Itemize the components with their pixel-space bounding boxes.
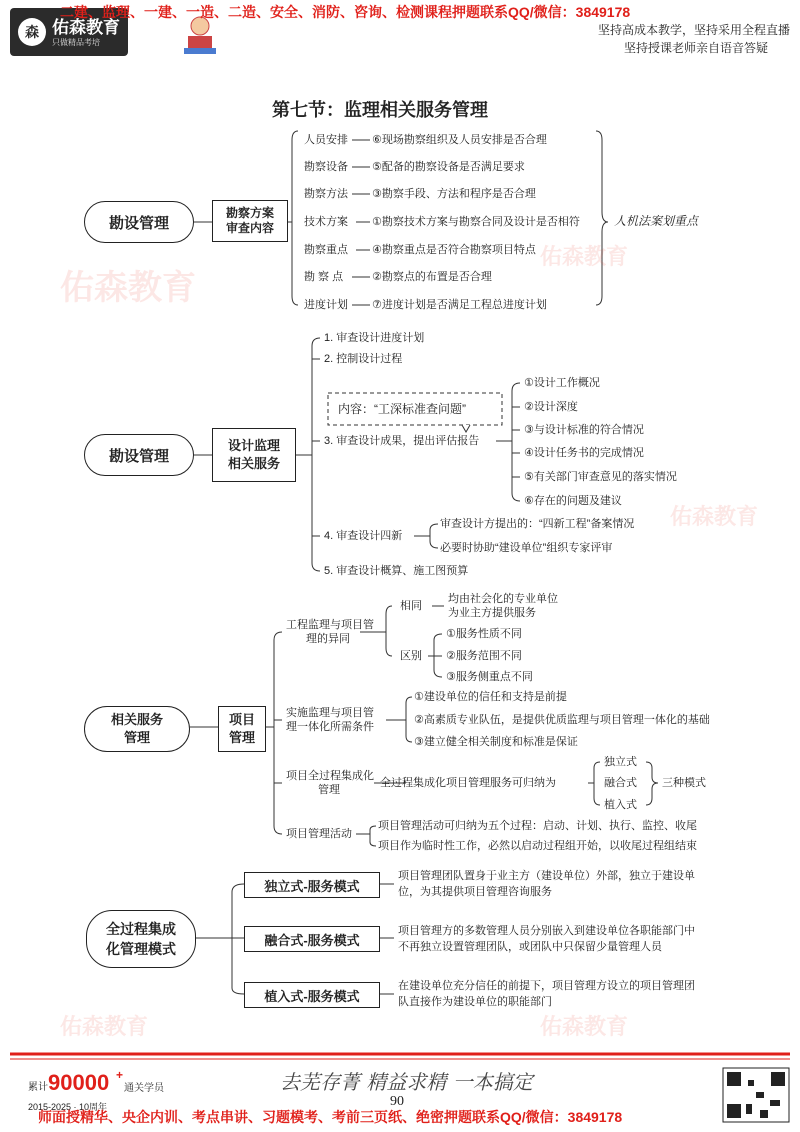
diff-item: ①服务性质不同 xyxy=(446,628,522,640)
survey-item-label: 技术方案 xyxy=(304,216,348,228)
survey-hub-node: 勘察方案 审查内容 xyxy=(212,200,288,242)
watermark-brand: 佑森教育 xyxy=(60,1014,149,1039)
mode-desc-line: 不再独立设置管理团队，或团队中只保留少量管理人员 xyxy=(398,941,662,953)
mode-desc-line: 项目管理方的多数管理人员分别嵌入到建设单位各职能部门中 xyxy=(398,925,695,937)
pm-branch-label: 项目管理活动 xyxy=(286,828,352,840)
handwritten-memo: 人机法案划重点 xyxy=(614,214,699,228)
survey-root-node: 勘设管理 xyxy=(84,201,194,243)
motto: 去芜存菁 精益求精 一本搞定 xyxy=(280,1070,533,1094)
review-point: ①设计工作概况 xyxy=(524,377,600,389)
pm-branch-label: 实施监理与项目管 xyxy=(286,707,374,719)
promo-banner: 二建、监理、一建、一造、二造、安全、消防、咨询、检测课程押题联系QQ/微信：3849178 xyxy=(60,4,631,20)
svg-text:森: 森 xyxy=(25,24,39,40)
condition-item: ②高素质专业队伍，是提供优质监理与项目管理一体化的基础 xyxy=(414,714,710,726)
survey-item-label: 人员安排 xyxy=(304,134,348,146)
review-point: ⑤有关部门审查意见的落实情况 xyxy=(524,471,677,483)
tagline-2: 坚持授课老师亲自语音答疑 xyxy=(624,41,769,55)
condition-item: ③建立健全相关制度和标准是保证 xyxy=(414,736,578,748)
survey-item-detail: ①勘察技术方案与勘察合同及设计是否相符 xyxy=(372,216,580,228)
diff-label: 区别 xyxy=(400,650,422,662)
watermark-brand: 佑森教育 xyxy=(60,269,196,307)
integration-text: 全过程集成化项目管理服务可归纳为 xyxy=(380,777,556,789)
survey-item-label: 勘 察 点 xyxy=(304,271,344,283)
design-item: 1. 审查设计进度计划 xyxy=(324,332,425,344)
review-point: ③与设计标准的符合情况 xyxy=(524,424,644,436)
mode-item: 植入式 xyxy=(604,799,637,811)
brand-name: 佑森教育 xyxy=(52,18,120,37)
condition-item: ①建设单位的信任和支持是前提 xyxy=(414,691,567,703)
student-count-suffix: + xyxy=(116,1068,124,1082)
four-new-item: 必要时协助“建设单位”组织专家评审 xyxy=(440,542,613,554)
mode-item: 融合式 xyxy=(604,777,637,789)
count-label-post: 通关学员 xyxy=(124,1083,164,1094)
count-label-pre: 累计 xyxy=(28,1082,48,1093)
pm-branch-label: 工程监理与项目管 xyxy=(286,619,374,631)
design-item: 4. 审查设计四新 xyxy=(324,530,403,542)
brand-slogan: 只做精品考培 xyxy=(52,38,100,47)
survey-item-label: 进度计划 xyxy=(304,299,348,311)
anniversary: 2015-2025 · 10周年 xyxy=(28,1102,108,1112)
survey-item-label: 勘察方法 xyxy=(304,188,348,200)
page-title: 第七节：监理相关服务管理 xyxy=(272,100,488,121)
mode-summary: 三种模式 xyxy=(662,777,706,789)
pm-branch-label: 管理 xyxy=(318,784,340,796)
pm-branch-label: 项目全过程集成化 xyxy=(286,770,374,782)
survey-item-detail: ⑤配备的勘察设备是否满足要求 xyxy=(372,161,525,173)
diff-item: ③服务侧重点不同 xyxy=(446,671,533,683)
qr-code xyxy=(723,1068,789,1122)
same-label: 相同 xyxy=(400,600,422,612)
mode-desc-line: 在建设单位充分信任的前提下，项目管理方设立的项目管理团 xyxy=(398,980,695,992)
student-count: 90000 xyxy=(48,1070,110,1095)
mode-desc-line: 位，为其提供项目管理咨询服务 xyxy=(398,886,552,898)
pm-branch-label: 理一体化所需条件 xyxy=(286,721,374,733)
survey-item-label: 勘察设备 xyxy=(304,161,348,173)
watermark-brand: 佑森教育 xyxy=(540,244,629,269)
mode-root-node: 全过程集成 化管理模式 xyxy=(86,910,196,968)
mode-label-box: 融合式-服务模式 xyxy=(244,926,380,952)
review-point: ⑥存在的问题及建议 xyxy=(524,495,622,507)
design-item: 3. 审查设计成果，提出评估报告 xyxy=(324,435,480,447)
tagline-1: 坚持高成本教学，坚持采用全程直播 xyxy=(598,23,791,37)
survey-item-detail: ③勘察手段、方法和程序是否合理 xyxy=(372,188,536,200)
watermark-brand: 佑森教育 xyxy=(540,1014,629,1039)
review-point: ②设计深度 xyxy=(524,401,578,413)
mode-item: 独立式 xyxy=(604,756,637,768)
watermark-brand: 佑森教育 xyxy=(670,504,759,529)
mode-label-box: 植入式-服务模式 xyxy=(244,982,380,1008)
review-point: ④设计任务书的完成情况 xyxy=(524,447,644,459)
activity-line: 项目管理活动可归纳为五个过程：启动、计划、执行、监控、收尾 xyxy=(378,820,697,832)
pm-branch-label: 理的异同 xyxy=(306,633,350,645)
survey-item-detail: ②勘察点的布置是否合理 xyxy=(372,271,492,283)
diff-item: ②服务范围不同 xyxy=(446,650,522,662)
same-detail: 为业主方提供服务 xyxy=(448,607,536,619)
design-root-node: 勘设管理 xyxy=(84,434,194,476)
pm-root-node: 相关服务 管理 xyxy=(84,706,190,752)
survey-item-detail: ⑥现场勘察组织及人员安排是否合理 xyxy=(372,134,547,146)
design-hub-node: 设计监理 相关服务 xyxy=(212,428,296,482)
activity-line: 项目作为临时性工作，必然以启动过程组开始，以收尾过程组结束 xyxy=(378,840,697,852)
mode-desc-line: 队直接作为建设单位的职能部门 xyxy=(398,996,552,1008)
survey-item-detail: ⑦进度计划是否满足工程总进度计划 xyxy=(372,299,547,311)
four-new-item: 审查设计方提出的：“四新工程”备案情况 xyxy=(440,518,635,530)
design-item: 5. 审查设计概算、施工图预算 xyxy=(324,565,469,577)
survey-item-label: 勘察重点 xyxy=(304,244,348,256)
page-number: 90 xyxy=(390,1094,404,1109)
bottom-promo: 师面授精华、央企内训、考点串讲、习题模考、考前三页纸、绝密押题联系QQ/微信：3849178 xyxy=(38,1109,623,1125)
same-detail: 均由社会化的专业单位 xyxy=(448,593,558,605)
survey-item-detail: ④勘察重点是否符合勘察项目特点 xyxy=(372,244,536,256)
mode-desc-line: 项目管理团队置身于业主方（建设单位）外部，独立于建设单 xyxy=(398,870,695,882)
mode-label-box: 独立式-服务模式 xyxy=(244,872,380,898)
pm-hub-node: 项目 管理 xyxy=(218,706,266,752)
design-item: 2. 控制设计过程 xyxy=(324,353,403,365)
callout-note: 内容：“工深标准查问题” xyxy=(338,402,466,416)
